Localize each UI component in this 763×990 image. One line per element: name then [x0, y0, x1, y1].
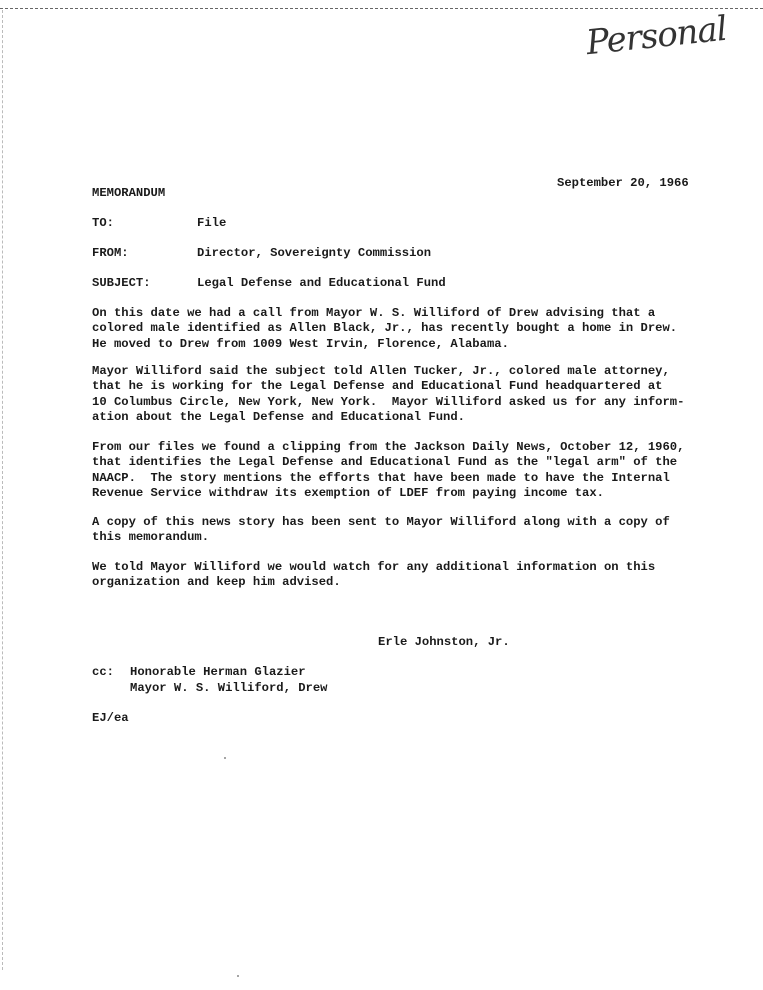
body-line: organization and keep him advised.: [92, 575, 341, 590]
from-value: Director, Sovereignty Commission: [197, 246, 432, 260]
body-line: that identifies the Legal Defense and Educational Fund as the "legal arm" of the: [92, 455, 678, 470]
body-paragraph-3: [92, 440, 712, 501]
to-value: File: [197, 216, 227, 230]
signature-name: Erle Johnston, Jr.: [378, 635, 510, 649]
speck: [237, 975, 239, 977]
left-edge-line: [2, 10, 3, 970]
typist-initials: EJ/ea: [92, 711, 129, 725]
from-label: FROM:: [92, 246, 129, 260]
body-paragraph-5: [92, 560, 712, 591]
cc-recipient: Mayor W. S. Williford, Drew: [130, 681, 328, 695]
body-line: this memorandum.: [92, 530, 210, 545]
body-paragraph-4: [92, 515, 712, 546]
body-line: From our files we found a clipping from the Jackson Daily News, October 12, 1960,: [92, 440, 685, 454]
body-line: On this date we had a call from Mayor W. S. Williford of Drew advising that a: [92, 306, 656, 320]
subject-value: Legal Defense and Educational Fund: [197, 276, 446, 290]
body-line: We told Mayor Williford we would watch for any additional information on this: [92, 560, 656, 574]
body-line: Revenue Service withdraw its exemption of LDEF from paying income tax.: [92, 485, 604, 500]
body-line: A copy of this news story has been sent to Mayor Williford along with a copy of: [92, 515, 670, 529]
body-line: NAACP. The story mentions the efforts that have been made to have the Internal: [92, 470, 670, 485]
body-line: ation about the Legal Defense and Educational Fund.: [92, 409, 465, 424]
subject-label: SUBJECT:: [92, 276, 151, 290]
cc-label: cc:: [92, 665, 114, 679]
top-border-line: [0, 8, 763, 9]
body-line: colored male identified as Allen Black, Jr., has recently bought a home in Drew.: [92, 321, 678, 336]
handwritten-annotation: Personal: [584, 8, 729, 64]
body-line: that he is working for the Legal Defense and Educational Fund headquartered at: [92, 379, 663, 394]
body-paragraph-2: [92, 364, 712, 425]
speck: [224, 757, 226, 759]
cc-recipient: Honorable Herman Glazier: [130, 665, 306, 679]
body-paragraph-1: [92, 306, 712, 352]
memo-date: September 20, 1966: [557, 176, 689, 190]
body-line: 10 Columbus Circle, New York, New York. Mayor Williford asked us for any inform-: [92, 394, 685, 409]
body-line: Mayor Williford said the subject told Allen Tucker, Jr., colored male attorney,: [92, 364, 670, 378]
memo-heading: MEMORANDUM: [92, 186, 166, 200]
body-line: He moved to Drew from 1009 West Irvin, Florence, Alabama.: [92, 336, 509, 351]
to-label: TO:: [92, 216, 114, 230]
